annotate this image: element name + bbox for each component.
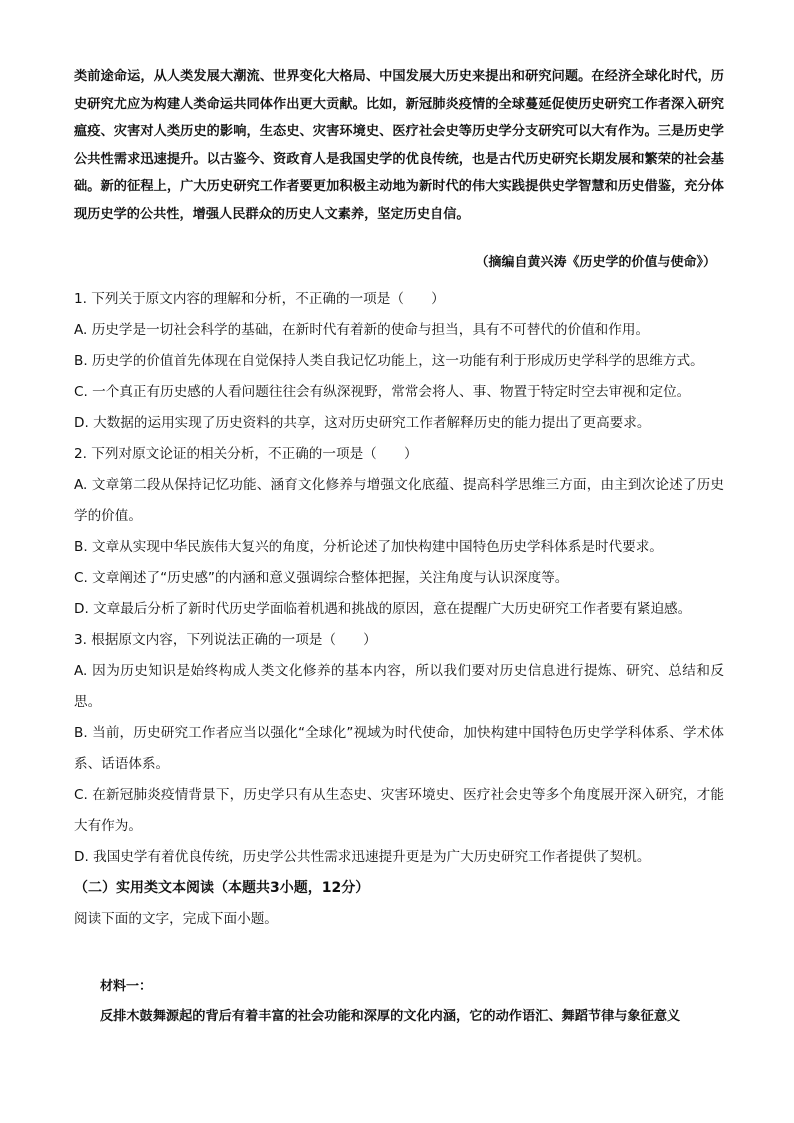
questions-block	[74, 284, 724, 935]
question-1-option-d: D. 大数据的运用实现了历史资料的共享，这对历史研究工作者解释历史的能力提出了更高要求。	[74, 415, 651, 431]
passage-source: （摘编自黄兴涛《历史学的价值与使命》）	[475, 255, 716, 270]
question-3-option-c: C. 在新冠肺炎疫情背景下，历史学只有从生态史、灾害环境史、医疗社会史等多个角度展开深入研究，才能大有作为。	[74, 787, 724, 834]
question-3-stem: 3. 根据原文内容，下列说法正确的一项是（ ）	[74, 632, 377, 648]
question-3-option-a: A. 因为历史知识是始终构成人类文化修养的基本内容，所以我们要对历史信息进行提炼、研究、总结和反思。	[74, 663, 724, 710]
question-3-option-b: B. 当前，历史研究工作者应当以强化“全球化”视域为时代使命，加快构建中国特色历史学学科体系、学术体系、话语体系。	[74, 725, 724, 772]
question-1-option-c: C. 一个真正有历史感的人看问题往往会有纵深视野，常常会将人、事、物置于特定时空去审视和定位。	[74, 384, 691, 400]
section-title: （二）实用类文本阅读（本题共3小题，12分）	[74, 880, 370, 896]
question-2-option-c: C. 文章阐述了“历史感”的内涵和意义强调综合整体把握，关注角度与认识深度等。	[74, 570, 569, 586]
passage-text: 类前途命运，从人类发展大潮流、世界变化大格局、中国发展大历史来提出和研究问题。在经济全球化时代，历史研究尤应为构建人类命运共同体作出更大贡献。比如，新冠肺炎疫情的全球蔓延促使历史研究工作者深入研究瘟疫、灾害对人类历史的影响，生态史、灾害环境史、医疗社会史等历史学分支研究可以大有作为。三是历史学公共性需求迅速提升。以古鉴今、资政育人是我国史学的优良传统，也是古代历史研究长期发展和繁荣的社会基础。新的征程上，广大历史研究工作者要更加积极主动地为新时代的伟大实践提供史学智慧和历史借鉴，充分体现历史学的公共性，增强人民群众的历史人文素养，坚定历史自信。	[74, 69, 724, 222]
question-1-option-b: B. 历史学的价值首先体现在自觉保持人类自我记忆功能上，这一功能有利于形成历史学科学的思维方式。	[74, 353, 704, 369]
question-2-option-d: D. 文章最后分析了新时代历史学面临着机遇和挑战的原因，意在提醒广大历史研究工作者要有紧迫感。	[74, 601, 692, 617]
question-1-stem: 1. 下列关于原文内容的理解和分析，不正确的一项是（ ）	[74, 291, 445, 307]
material-label: 材料一：	[100, 979, 153, 994]
section-instruction: 阅读下面的文字，完成下面小题。	[74, 911, 278, 927]
question-1-option-a: A. 历史学是一切社会科学的基础，在新时代有着新的使命与担当，具有不可替代的价值和作用。	[74, 322, 650, 338]
question-2-option-b: B. 文章从实现中华民族伟大复兴的角度，分析论述了加快构建中国特色历史学科体系是时代要求。	[74, 539, 663, 555]
question-2-stem: 2. 下列对原文论证的相关分析，不正确的一项是（ ）	[74, 446, 418, 462]
material-text: 反排木鼓舞源起的背后有着丰富的社会功能和深厚的文化内涵，它的动作语汇、舞蹈节律与象征意义	[100, 1009, 681, 1024]
question-3-option-d: D. 我国史学有着优良传统，历史学公共性需求迅速提升更是为广大历史研究工作者提供了契机。	[74, 849, 651, 865]
question-2-option-a: A. 文章第二段从保持记忆功能、涵育文化修养与增强文化底蕴、提高科学思维三方面，由主到次论述了历史学的价值。	[74, 477, 724, 524]
